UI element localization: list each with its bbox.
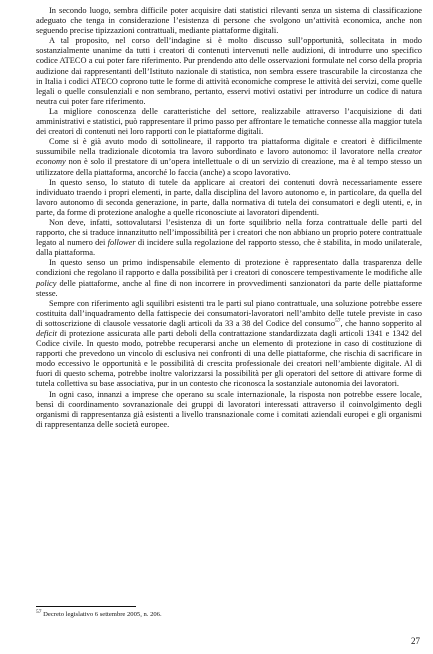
italic-term: creator economy — [36, 147, 422, 167]
body-text — [36, 6, 422, 430]
text-run: delle piattaforme, anche al fine di non incorrere in provvedimenti sanzionatori da parte delle piattaforme stesse. — [36, 278, 422, 298]
paragraph — [36, 258, 422, 298]
text-run: In secondo luogo, sembra difficile poter acquisire dati statistici rilevanti senza un sistema di classificazione adeguato che tenga in considerazione l’esistenza di persone che svolgono un’attività economica, anche non seguendo precise tipizzazioni contrattuali, mediante piattaforme digitali. — [36, 6, 422, 36]
text-run: Sempre con riferimento agli squilibri esistenti tra le parti sul piano contrattuale, una soluzione potrebbe essere costituita dall’inquadramento della fattispecie dei consumatori-lavoratori nell’ambito delle tutele previste in caso di sottoscrizione di clausole vessatorie dagli articoli da 33 a 38 del Codice del consumo — [36, 298, 422, 328]
italic-term: deficit — [36, 329, 57, 338]
text-run: A tal proposito, nel corso dell’indagine si è molto discusso sull’opportunità, sollecitata in modo sostanzialmente unanime da tutti i creatori di contenuti intervenuti nelle audizioni, di introdurre uno specifico codice ATECO a cui poter fare riferimento. Pur prendendo atto delle osservazioni formulate nel corso della propria audizione dai rappresentanti dell’Istituto nazionale di statistica, non sembra essere trascurabile la circostanza che in Italia i codici ATECO coprono tutte le forme di attività economiche comprese le attività dei servizi, come quelle legali o quelle consulenziali e non sembrano, pertanto, esservi motivi ostativi per introdurre un codice di natura neutra cui poter fare riferimento. — [36, 36, 422, 106]
paragraph — [36, 299, 422, 390]
page-number: 27 — [411, 636, 420, 646]
footnote-text: Decreto legislativo 6 settembre 2005, n. 206. — [41, 611, 162, 618]
text-run: di incidere sulla regolazione del rapporto stesso, che è stabilita, in modo unilaterale, dalla piattaforma. — [36, 238, 422, 258]
text-run: In questo senso un primo indispensabile elemento di protezione è rappresentato dalla trasparenza delle condizioni che regolano il rapporto e dalla possibilità per i creatori di conoscere tempestivamente le modifiche alle — [36, 258, 422, 278]
text-run: In ogni caso, innanzi a imprese che operano su scale internazionale, la risposta non potrebbe essere locale, bensì di coordinamento sovranazionale dei gruppi di lavoratori interessati attraverso il coinvolgimento degli organismi di rappresentanza già esistenti a livello transnazionale come i comitati aziendali europei e gli organismi di rappresentanza delle società europee. — [36, 389, 422, 429]
italic-term: follower — [107, 238, 136, 248]
paragraph — [36, 36, 422, 107]
footnote-separator — [36, 606, 136, 607]
text-run: non è solo il prestatore di un’opera intellettuale o di un servizio di creazione, ma è al tempo stesso un utilizzatore della piattaforma, ancorché lo faccia (anche) a scopo lavorativo. — [36, 157, 422, 177]
text-run: In questo senso, lo statuto di tutele da applicare ai creatori dei contenuti dovrà necessariamente essere individuato traendo i propri elementi, in parte, dalla disciplina del lavoro autonomo e, in particolare, da quella del lavoro autonomo di seconda generazione, in parte, dalla normativa di tutela dei consumatori e degli utenti, e, in parte, da forme di protezione analoghe a quelle riconosciute ai lavoratori dipendenti. — [36, 177, 422, 217]
text-run: , che hanno sopperito al — [340, 318, 422, 328]
paragraph — [36, 178, 422, 218]
text-run: di protezione assicurata alle parti deboli della contrattazione standardizzata dagli articoli 1341 e 1342 del Codice civile. In questo modo, potrebbe recuperarsi anche un elemento di protezione in caso di costituzione di rapporti che prevedono un vincolo di esclusiva nei confronti di una delle piattaforme, che rischia di sacrificare in modo eccessivo le opportunità e le possibilità di crescita professionale dei creatori nell’ambiente digitale. Al di fuori di questo schema, potrebbe inoltre valorizzarsi la possibilità per gli operatori del settore di attivare forme di tutela collettiva su base associativa, pur in un contesto che riconosca la sostanziale autonomia dei lavoratori. — [36, 329, 422, 389]
paragraph — [36, 218, 422, 258]
text-run: Non deve, infatti, sottovalutarsi l’esistenza di un forte squilibrio nella forza contrattuale delle parti del rapporto, che si traduce innanzitutto nell’impossibilità per i creatori che non abbiano un proprio potere contrattuale legato al numero dei — [36, 217, 422, 248]
text-run: Come si è già avuto modo di sottolineare, il rapporto tra piattaforma digitale e creatori è difficilmente sussumibile nella tradizionale dicotomia tra lavoro subordinato e lavoro autonomo: il lavoratore nella — [36, 137, 422, 157]
paragraph — [36, 107, 422, 137]
text-run: La migliore conoscenza delle caratteristiche del settore, realizzabile attraverso l’acquisizione di dati amministrativi e statistici, può rappresentare il primo passo per affrontare le tematiche connesse alla maggior tutela dei creatori di contenuti nei loro rapporti con le piattaforme digitali. — [36, 106, 422, 137]
paragraph — [36, 137, 422, 177]
footnote-marker: 57 — [36, 608, 42, 615]
footnote-reference: 57 — [335, 318, 341, 325]
footnote — [36, 608, 162, 619]
paragraph — [36, 6, 422, 36]
document-page — [36, 6, 422, 618]
italic-term: policy — [36, 278, 57, 288]
paragraph — [36, 390, 422, 430]
